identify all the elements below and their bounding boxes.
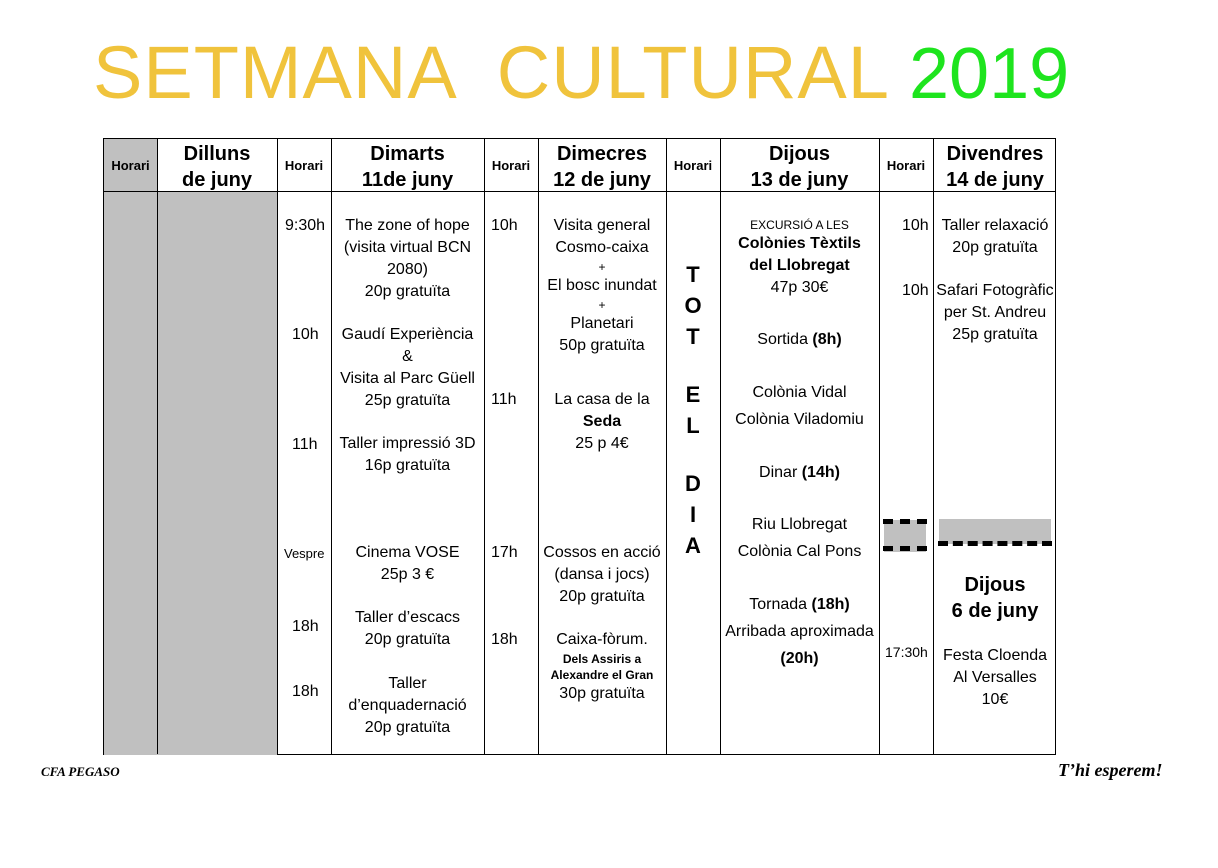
time-cell: 18h [292,683,319,700]
horari-header: Horari [886,158,926,173]
monday-shade [104,192,277,755]
arribada-time: (20h) [780,650,819,667]
colonies-title: Colònies Tèxtils del Llobregat [738,235,861,274]
excursio-price: 47p 30€ [770,279,829,296]
time-cell: 10h [902,282,929,299]
event-taller-3d: Taller impressió 3D 16p gratuïta [339,435,476,474]
time-cell: 17h [491,544,518,561]
time-cell: 10h [292,326,319,343]
event-cosmocaixa: Visita general Cosmo-caixa + El bosc inundat + Planetari 50p gratuïta [547,217,657,354]
colonia-vidal: Colònia Vidal [752,384,847,401]
event-cossos: Cossos en acció (dansa i jocs) 20p gratuïta [543,544,661,605]
time-cell: 10h [491,217,518,234]
horari-header: Horari [111,158,150,173]
event-cinema: Cinema VOSE 25p 3 € [355,544,460,583]
time-cell: 18h [292,618,319,635]
time-cell: 11h [491,391,517,408]
title-main: SETMANA CULTURAL [93,31,890,114]
tot-el-dia-label: T O T E L D I A [684,262,702,558]
schedule-table [103,138,1056,755]
thursday-header: Dijous 13 de juny [750,143,849,191]
tuesday-header: Dimarts 11de juny [361,143,454,191]
time-cell: 17:30h [885,644,928,660]
excursio-label: EXCURSIÓ A LES [750,218,849,232]
colonia-cal-pons: Colònia Cal Pons [737,543,862,560]
sortida: Sortida (8h) [757,331,842,348]
tornada: Tornada (18h) [749,596,850,613]
colonia-viladomiu: Colònia Viladomiu [735,411,864,428]
event-casa-seda: La casa de la Seda 25 p 4€ [554,391,650,452]
event-gaudi: Gaudí Experiència & Visita al Parc Güell 25p gratuïta [340,326,475,409]
title-year: 2019 [909,34,1070,114]
closing-message: T’hi esperem! [1058,760,1163,780]
horari-header: Horari [284,158,324,173]
riu-llobregat: Riu Llobregat [751,516,848,533]
event-enquadernacio: Taller d’enquadernació 20p gratuïta [348,675,467,736]
time-cell: 11h [292,436,318,453]
wednesday-header: Dimecres 12 de juny [553,143,651,191]
event-safari: Safari Fotogràfic per St. Andreu 25p gratuïta [936,282,1054,343]
time-cell: 9:30h [285,217,326,234]
monday-header: Dilluns de juny [181,143,252,191]
horari-header: Horari [673,158,713,173]
time-cell: 18h [491,631,518,648]
dashed-separator [883,546,927,551]
friday-header: Divendres 14 de juny [946,143,1044,191]
horari-header: Horari [491,158,531,173]
event-escacs: Taller d’escacs 20p gratuïta [355,609,460,648]
event-festa-cloenda: Festa Cloenda Al Versalles 10€ [942,647,1048,708]
event-relaxacio: Taller relaxació 20p gratuïta [941,217,1049,256]
arribada: Arribada aproximada [725,623,874,640]
dijous-6-header: Dijous 6 de juny [951,574,1039,622]
event-caixaforum: Caixa-fòrum. Dels Assiris a Alexandre el Gran 30p gratuïta [550,631,654,702]
dashed-separator [938,541,1052,546]
school-name: CFA PEGASO [41,764,120,779]
time-cell: 10h [902,217,929,234]
event-zone-of-hope: The zone of hope (visita virtual BCN 2080) 20p gratuïta [343,217,472,300]
dashed-separator [883,519,927,524]
time-cell: Vespre [284,546,325,561]
dinar: Dinar (14h) [759,464,840,481]
